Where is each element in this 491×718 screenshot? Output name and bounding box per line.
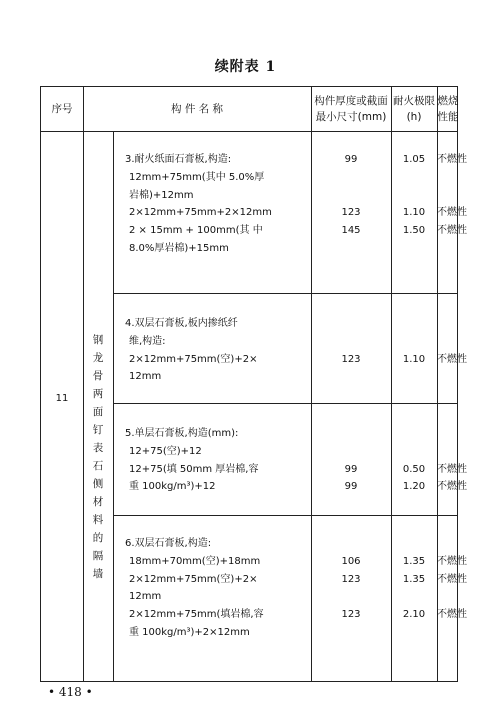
- thickness-value: [311, 535, 391, 553]
- thickness-value: 99: [344, 463, 358, 475]
- combustion-value: [437, 333, 467, 351]
- header-divider: [41, 131, 457, 132]
- combustion-value: 不燃性: [437, 154, 467, 165]
- thickness-value: [311, 588, 391, 606]
- description-line: 12mm+75mm(其中 5.0%厚: [129, 171, 265, 183]
- combustion-value: [437, 187, 467, 205]
- thickness-value: 99: [344, 154, 358, 165]
- fire-value: [391, 443, 437, 461]
- fire-value: [391, 588, 437, 606]
- component-description: [125, 425, 305, 496]
- fire-value: 0.50: [402, 463, 426, 475]
- combustion-values: [437, 443, 467, 496]
- row-divider: [113, 293, 457, 294]
- category-char: 钉: [92, 424, 104, 436]
- fire-resistance-table: [40, 86, 467, 682]
- combustion-values: [437, 315, 467, 368]
- fire-values: [391, 315, 437, 368]
- combustion-value: [437, 588, 467, 606]
- description-line: 6.双层石膏板,构造:: [125, 538, 212, 549]
- combustion-value: [437, 535, 467, 553]
- thickness-value: 123: [341, 609, 361, 621]
- fire-values: [391, 535, 437, 624]
- description-line: 12+75(填 50mm 厚岩棉,容: [129, 463, 259, 475]
- fire-value: [391, 169, 437, 187]
- row-divider: [113, 403, 457, 404]
- category-char: 龙: [92, 352, 104, 364]
- category-char: 两: [92, 388, 104, 400]
- combustion-value: 不燃性: [437, 463, 467, 475]
- combustion-value: 不燃性: [437, 555, 467, 567]
- fire-value: 1.50: [402, 225, 426, 237]
- fire-value: 1.20: [402, 481, 426, 493]
- col-divider: [83, 87, 84, 681]
- thickness-value: 145: [341, 225, 361, 237]
- thickness-values: [311, 315, 391, 368]
- header-fire-limit: 耐火极限 (h): [393, 95, 435, 123]
- fire-values: [391, 443, 437, 496]
- combustion-value: [437, 169, 467, 187]
- header-combustion: 燃烧 性能: [437, 95, 459, 123]
- component-description: [125, 315, 305, 386]
- combustion-value: [437, 443, 467, 461]
- description-line: 4.双层石膏板,板内掺纸纤: [125, 318, 238, 329]
- category-char: 的: [92, 532, 104, 544]
- thickness-value: [311, 169, 391, 187]
- header-thickness: 构件厚度或截面 最小尺寸(mm): [314, 95, 388, 123]
- fire-values: [391, 151, 437, 240]
- fire-value: [391, 187, 437, 205]
- description-line: 重 100kg/m³)+2×12mm: [129, 626, 250, 638]
- description-line: 岩棉)+12mm: [129, 189, 194, 201]
- header-seq: 序号: [51, 103, 73, 115]
- fire-value: [391, 315, 437, 333]
- category-char: 隔: [92, 550, 104, 562]
- col-divider: [113, 131, 114, 681]
- description-line: 8.0%厚岩棉)+15mm: [129, 242, 229, 254]
- combustion-value: [437, 315, 467, 333]
- thickness-value: 123: [341, 573, 361, 585]
- description-line: 2×12mm+75mm+2×12mm: [129, 207, 272, 219]
- combustion-value: 不燃性: [437, 353, 467, 365]
- row-divider: [113, 515, 457, 516]
- description-line: 12mm: [129, 371, 162, 383]
- row-number: 11: [55, 393, 69, 404]
- category-char: 墙: [92, 568, 104, 580]
- category-char: 骨: [92, 370, 104, 382]
- description-line: 2×12mm+75mm(空)+2×: [129, 573, 258, 585]
- category-char: 石: [92, 460, 104, 472]
- description-line: 18mm+70mm(空)+18mm: [129, 555, 261, 567]
- combustion-value: 不燃性: [437, 207, 467, 219]
- category-label: [86, 331, 110, 583]
- combustion-value: 不燃性: [437, 609, 467, 621]
- thickness-value: 123: [341, 353, 361, 365]
- description-line: 3.耐火纸面石膏板,构造:: [125, 154, 232, 165]
- fire-value: [391, 535, 437, 553]
- description-line: 维,构造:: [129, 335, 166, 347]
- fire-value: [391, 333, 437, 351]
- category-char: 钢: [92, 334, 104, 346]
- component-description: [125, 151, 305, 258]
- fire-value: 2.10: [402, 609, 426, 621]
- thickness-value: [311, 187, 391, 205]
- thickness-values: [311, 443, 391, 496]
- combustion-values: [437, 535, 467, 624]
- description-line: 2 × 15mm + 100mm(其 中: [129, 225, 263, 237]
- combustion-values: [437, 151, 467, 240]
- combustion-value: 不燃性: [437, 573, 467, 585]
- thickness-values: [311, 151, 391, 240]
- thickness-value: [311, 315, 391, 333]
- fire-value: 1.35: [402, 573, 426, 585]
- description-line: 重 100kg/m³)+12: [129, 481, 216, 493]
- header-name: 构 件 名 称: [170, 103, 223, 115]
- description-line: 12mm: [129, 591, 162, 603]
- combustion-value: 不燃性: [437, 481, 467, 493]
- component-description: [125, 535, 305, 642]
- description-line: 12+75(空)+12: [129, 445, 202, 457]
- table-title: 续附表 1: [214, 59, 277, 75]
- thickness-value: 123: [341, 207, 361, 219]
- fire-value: 1.10: [402, 207, 426, 219]
- category-char: 材: [92, 496, 104, 508]
- page-number: • 418 •: [48, 685, 93, 699]
- category-char: 侧: [92, 478, 104, 490]
- category-char: 表: [92, 442, 104, 454]
- description-line: 5.单层石膏板,构造(mm):: [125, 428, 239, 439]
- thickness-value: [311, 443, 391, 461]
- thickness-values: [311, 535, 391, 624]
- thickness-value: 99: [344, 481, 358, 493]
- thickness-value: 106: [341, 555, 361, 567]
- fire-value: 1.10: [402, 353, 426, 365]
- description-line: 2×12mm+75mm(空)+2×: [129, 353, 258, 365]
- fire-value: 1.35: [402, 555, 426, 567]
- combustion-value: 不燃性: [437, 225, 467, 237]
- category-char: 料: [92, 514, 104, 526]
- description-line: 2×12mm+75mm(填岩棉,容: [129, 609, 264, 621]
- thickness-value: [311, 333, 391, 351]
- category-char: 面: [92, 406, 104, 418]
- fire-value: 1.05: [402, 154, 426, 165]
